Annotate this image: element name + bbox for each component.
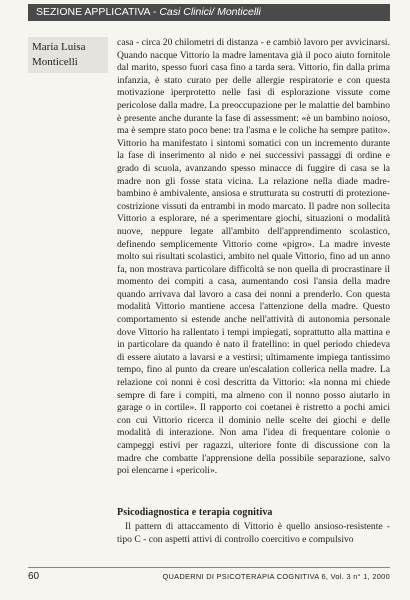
body-text [117, 37, 390, 478]
body-paragraph: casa - circa 20 chilometri di distanza - e cambiò lavoro per avvicinarsi. Quando nacque Vittorio la madre lamentava già il poco aiuto fornitole dal marito, spesso fuori casa fino a tarda sera. Vittorio, fin dalla prima infanzia, è stato curato per delle allergie respiratorie e con questa motivazione iperprotetto nelle fasi di esplorazione vissute come pericolose dalla madre. La preoccupazione per le malattie del bambino è presente anche durante la fase di assessment: «è un bambino noioso, ma è sempre stato poco bene: tra l'asma e le coliche ha sempre patito». Vittorio ha manifestato i sintomi somatici con un incremento durante la fase di inserimento al nido e nei successivi passaggi di ordine e grado di scuola, avanzando spesso minacce di fuggire di casa se la madre non gli fosse stata vicina. La relazione nella diade madre-bambino è ambivalente, ansiosa e strutturata su costrutti di protezione-costrizione vissuti da entrambi in modo marcato. Il padre non sollecita Vittorio a esplorare, né a sperimentare giochi, situazioni o modalità nuove, neppure legate all'ambito dell'apprendimento scolastico, definendo semplicemente Vittorio come «pigro». La madre investe molto sui risultati scolastici, ambito nel quale Vittorio, fino ad un anno fa, non mostrava particolare difficoltà se non quella di procrastinare il momento dei compiti a casa, aumentando così l'ansia della madre quando arrivava dal lavoro a casa dei nonni a prenderlo. Con questa modalità Vittorio mantiene accesa l'attenzione della madre. Questo comportamento si estende anche nell'attività di autonomia personale dove Vittorio ha rallentato i tempi impiegati, soprattutto alla mattina e in particolare da quando è nato il fratellino: in quel periodo chiedeva di essere aiutato a lavarsi e a vestirsi; ultimamente impiega tantissimo tempo, fino al punto da creare un'escalation collerica nella madre. La relazione coi nonni è così descritta da Vittorio: «la nonna mi chiede sempre di fare i compiti, ma almeno con il nonno posso aiutarlo in garage o in cortile». Il rapporto coi coetanei è ristretto a pochi amici con cui Vittorio ricerca il dominio nelle scelte dei giochi e delle modalità di interazione. Non ama l'idea di frequentare colonie o campeggi estivi per ragazzi, ulteriore fonte di discussione con la madre che combatte l'apprensione della possibile separazione, salvo poi elencarne i «pericoli». [117, 37, 390, 477]
author-box [28, 37, 108, 73]
section-subtitle: Casi Clinici/ Monticelli [159, 6, 261, 18]
subsection-text: Il pattern di attaccamento di Vittorio è quello ansioso-resistente - tipo C - con aspetti attivi di controllo coercitivo e compulsivo [117, 521, 390, 545]
page-number: 60 [28, 571, 40, 582]
footer-divider [28, 567, 390, 568]
subsection-heading: Psicodiagnostica e terapia cognitiva [117, 507, 273, 518]
author-last-name: Monticelli [32, 56, 78, 68]
journal-reference: QUADERNI DI PSICOTERAPIA COGNITIVA 6, Vol. 3 n° 1, 2000 [162, 572, 390, 581]
section-title: SEZIONE APPLICATIVA [36, 6, 150, 18]
header-separator: - [149, 6, 160, 18]
section-header [28, 4, 390, 21]
author-first-name: Maria Luisa [32, 41, 86, 53]
